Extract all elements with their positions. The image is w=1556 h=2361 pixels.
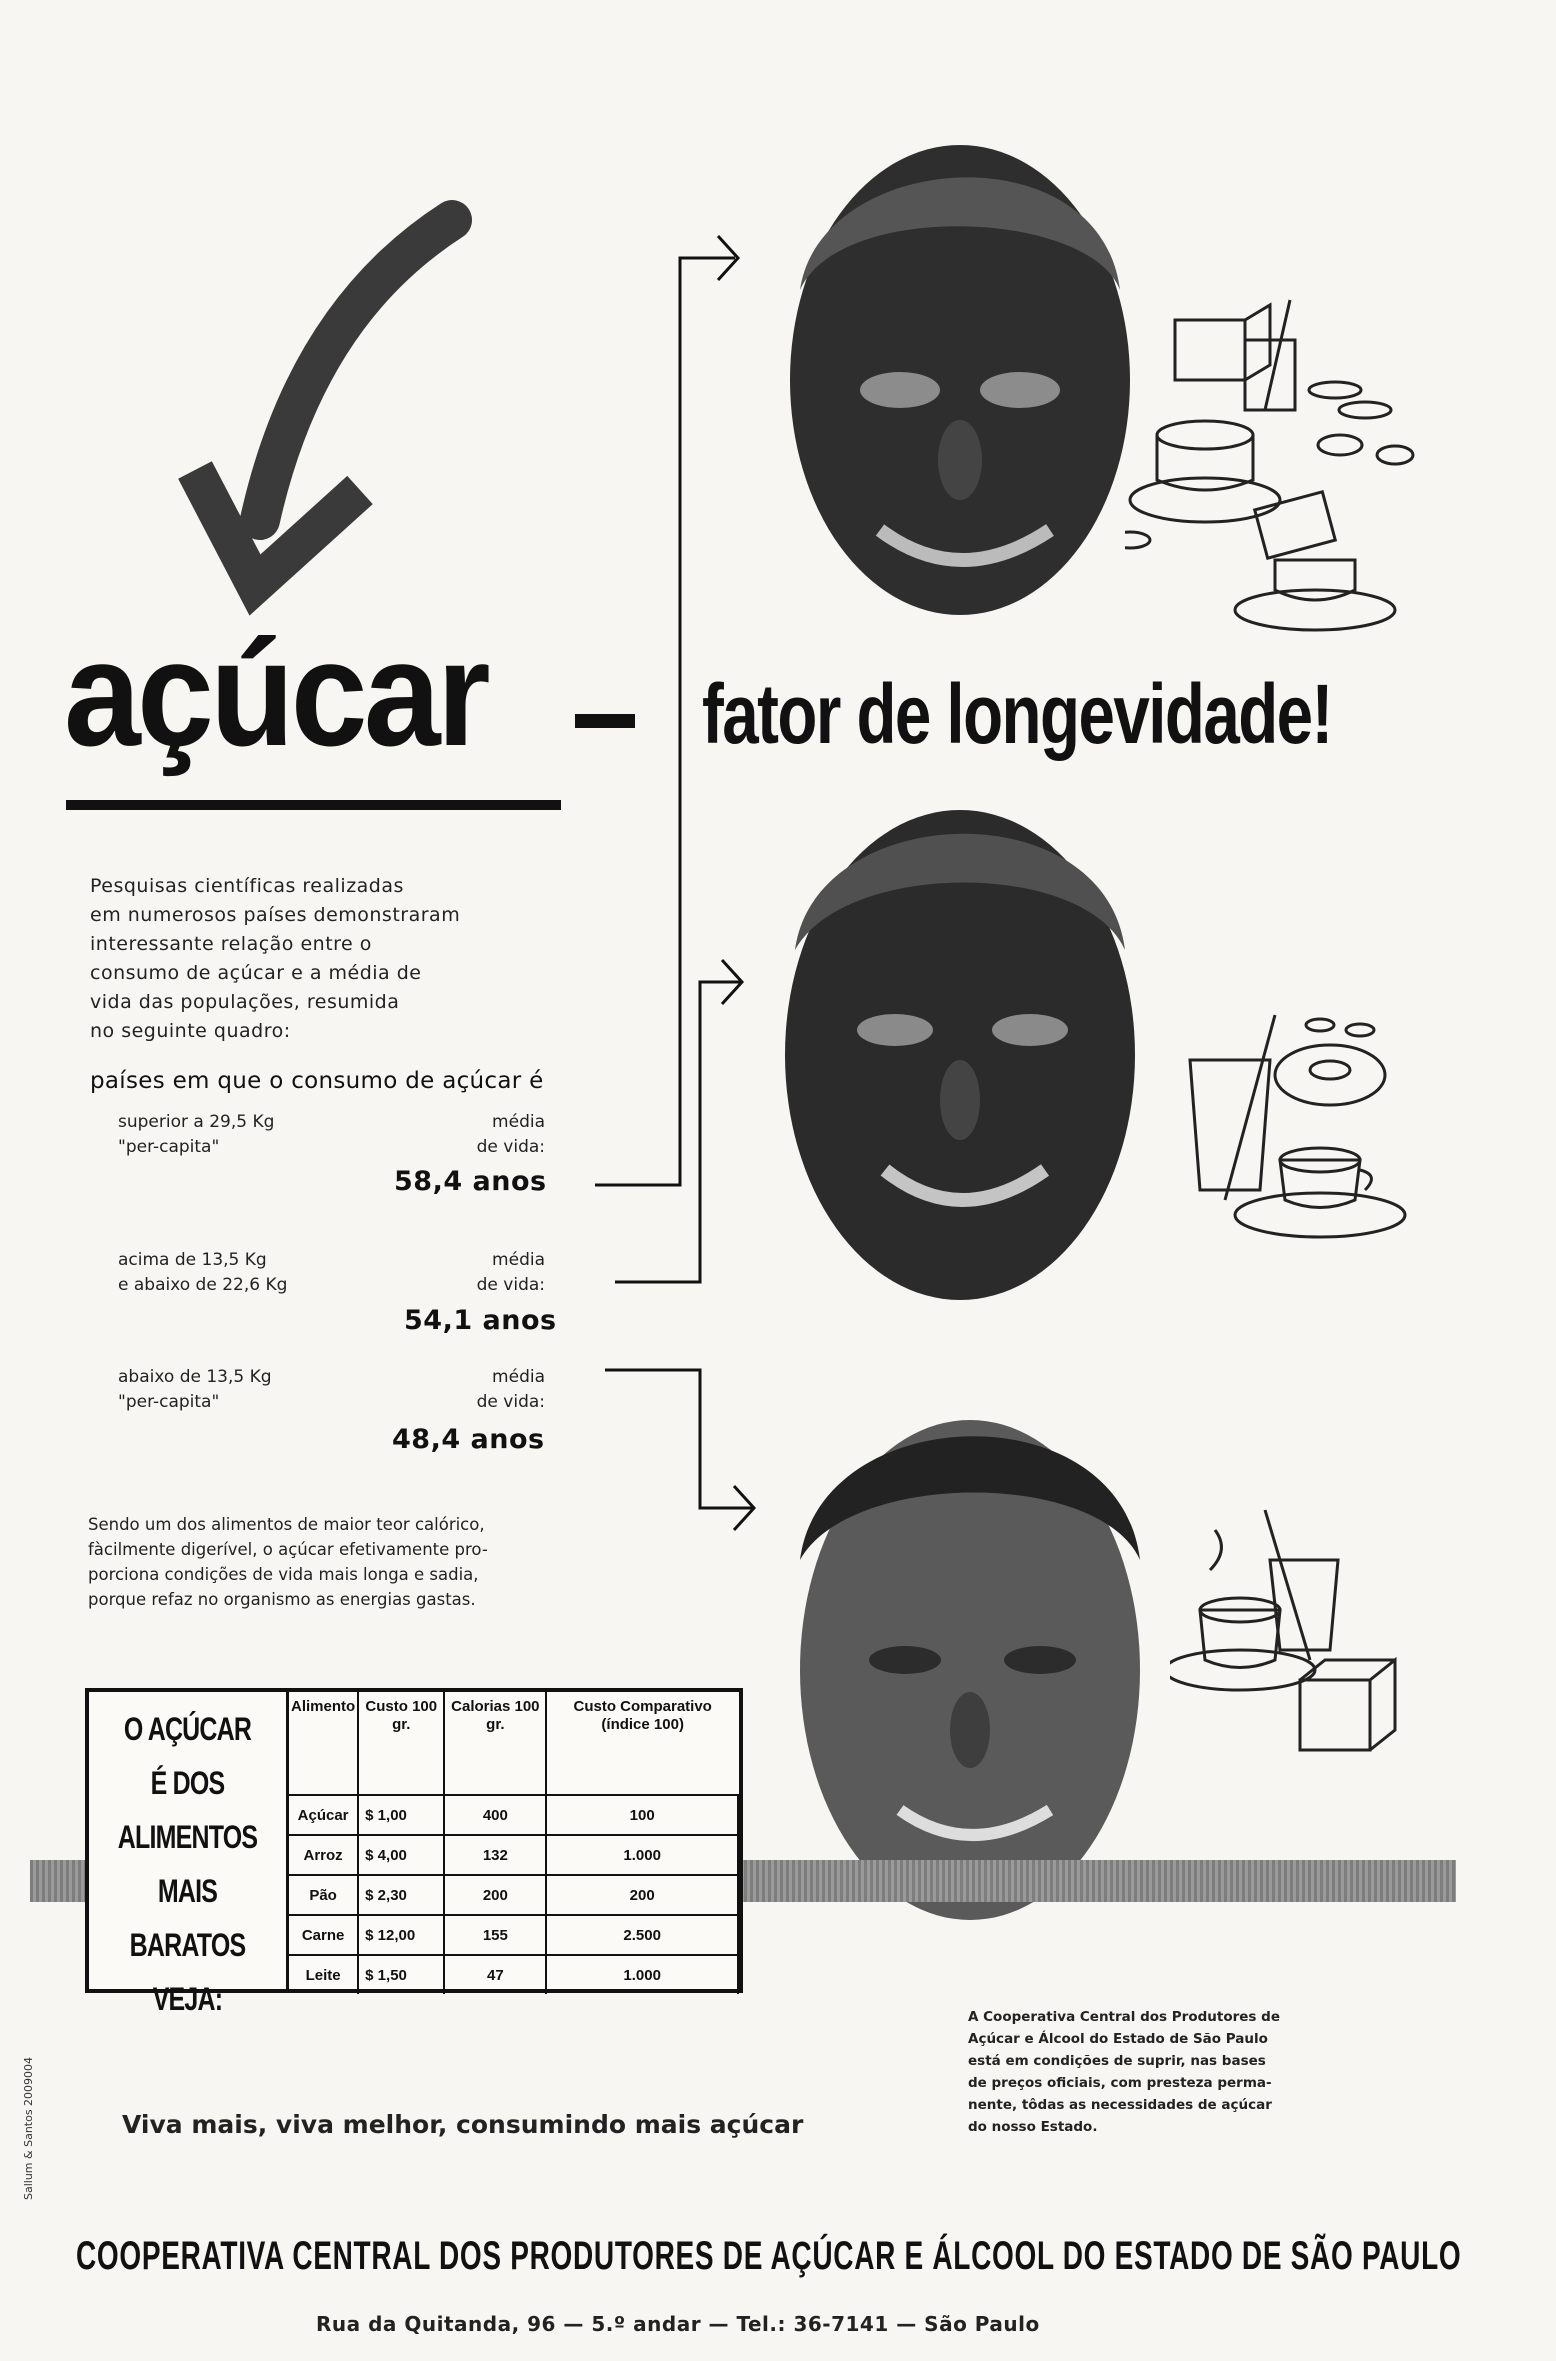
- cooperative-note: [968, 2006, 1388, 2138]
- table-cell: 200: [546, 1875, 738, 1915]
- tier-media-line: de vida:: [476, 1137, 545, 1157]
- man-face-2: [745, 770, 1175, 1330]
- slogan: Viva mais, viva melhor, consumindo mais açúcar: [122, 2110, 804, 2139]
- tier-3-media-label: [420, 1365, 545, 1415]
- headline-acucar: açúcar: [64, 609, 487, 777]
- tier-1-media-label: [420, 1110, 545, 1160]
- table-cell: Leite: [289, 1955, 358, 1994]
- intro-line: consumo de açúcar e a média de: [90, 962, 422, 984]
- intro-line: em numerosos países demonstraram: [90, 904, 461, 926]
- table-cell: Carne: [289, 1915, 358, 1955]
- table-cell: 200: [444, 1875, 546, 1915]
- tier-3-value: 48,4 anos: [392, 1424, 545, 1455]
- box-title: [89, 1692, 289, 2017]
- table-cell: 47: [444, 1955, 546, 1994]
- tier-3-condition: [118, 1365, 272, 1415]
- intro-line: interessante relação entre o: [90, 933, 372, 955]
- tier-2-media-label: [420, 1248, 545, 1298]
- coop-note-line: nente, tôdas as necessidades de açúcar: [968, 2097, 1272, 2113]
- table-cell: 1.000: [546, 1955, 738, 1994]
- body-line: porque refaz no organismo as energias gastas.: [88, 1590, 476, 1609]
- body-line: fàcilmente digerível, o açúcar efetivamente pro-: [88, 1540, 488, 1559]
- coop-note-line: do nosso Estado.: [968, 2119, 1098, 2135]
- tier-condition-line: abaixo de 13,5 Kg: [118, 1367, 272, 1387]
- intro-line: Pesquisas científicas realizadas: [90, 875, 404, 897]
- table-cell: 1.000: [546, 1835, 738, 1875]
- table-row: [289, 1835, 738, 1875]
- coop-note-line: Açúcar e Álcool do Estado de São Paulo: [968, 2031, 1268, 2047]
- intro-paragraph: [90, 872, 610, 1046]
- box-title-line: ALIMENTOS: [117, 1819, 258, 1855]
- table-cell: 400: [444, 1795, 546, 1835]
- box-title-line: É DOS: [150, 1765, 225, 1801]
- coop-note-line: está em condições de suprir, nas bases: [968, 2053, 1266, 2069]
- food-sketch-top: [1125, 290, 1485, 640]
- table-cell: $ 1,50: [358, 1955, 444, 1994]
- column-header: Calorias 100 gr.: [444, 1692, 546, 1795]
- box-title-line: MAIS BARATOS: [129, 1873, 246, 1963]
- tier-media-line: de vida:: [476, 1392, 545, 1412]
- table-cell: $ 1,00: [358, 1795, 444, 1835]
- column-header: Custo 100 gr.: [358, 1692, 444, 1795]
- box-title-line: O AÇÚCAR: [123, 1711, 252, 1747]
- intro-line: no seguinte quadro:: [90, 1020, 291, 1042]
- table-cell: 100: [546, 1795, 738, 1835]
- food-price-table: [289, 1692, 739, 1994]
- body-line: Sendo um dos alimentos de maior teor calórico,: [88, 1515, 485, 1534]
- table-row: [289, 1955, 738, 1994]
- tier-media-line: média: [492, 1112, 545, 1132]
- organization-name: COOPERATIVA CENTRAL DOS PRODUTORES DE AÇÚCAR E ÁLCOOL DO ESTADO DE SÃO PAULO: [76, 2234, 1462, 2278]
- tier-condition-line: superior a 29,5 Kg: [118, 1112, 275, 1132]
- table-cell: 155: [444, 1915, 546, 1955]
- coop-note-line: de preços oficiais, com presteza perma-: [968, 2075, 1272, 2091]
- tier-condition-line: "per-capita": [118, 1137, 220, 1157]
- tagline: fator de longevidade!: [702, 667, 1332, 761]
- price-comparison-box: [85, 1688, 743, 2017]
- coop-note-line: A Cooperativa Central dos Produtores de: [968, 2009, 1280, 2025]
- table-cell: Arroz: [289, 1835, 358, 1875]
- table-row: [289, 1875, 738, 1915]
- table-header-row: [289, 1692, 738, 1795]
- paises-heading: países em que o consumo de açúcar é: [90, 1068, 544, 1094]
- tier-condition-line: acima de 13,5 Kg: [118, 1250, 267, 1270]
- food-sketch-bottom: [1170, 1490, 1430, 1790]
- table-row: [289, 1795, 738, 1835]
- table-row: [289, 1915, 738, 1955]
- table-cell: 132: [444, 1835, 546, 1875]
- address: Rua da Quitanda, 96 — 5.º andar — Tel.: 36-7141 — São Paulo: [316, 2312, 1040, 2336]
- tier-media-line: média: [492, 1367, 545, 1387]
- tier-media-line: de vida:: [476, 1275, 545, 1295]
- table-cell: 2.500: [546, 1915, 738, 1955]
- box-title-line: VEJA:: [152, 1981, 223, 2017]
- table-cell: $ 12,00: [358, 1915, 444, 1955]
- tier-1-condition: [118, 1110, 274, 1160]
- tier-2-value: 54,1 anos: [404, 1305, 557, 1336]
- column-header: Custo Comparativo (índice 100): [546, 1692, 738, 1795]
- food-sketch-middle: [1180, 1010, 1460, 1270]
- tier-1-value: 58,4 anos: [394, 1166, 547, 1197]
- tier-condition-line: "per-capita": [118, 1392, 220, 1412]
- table-cell: $ 4,00: [358, 1835, 444, 1875]
- intro-line: vida das populações, resumida: [90, 991, 400, 1013]
- body-paragraph: [88, 1512, 608, 1612]
- tier-media-line: média: [492, 1250, 545, 1270]
- table-cell: Pão: [289, 1875, 358, 1915]
- tier-2-condition: [118, 1248, 287, 1298]
- tier-condition-line: e abaixo de 22,6 Kg: [118, 1275, 288, 1295]
- body-line: porciona condições de vida mais longa e sadia,: [88, 1565, 479, 1584]
- table-cell: $ 2,30: [358, 1875, 444, 1915]
- archive-credit: Sallum & Santos 2009004: [22, 2056, 35, 2200]
- column-header: Alimento: [291, 1698, 356, 1715]
- man-face-1: [760, 90, 1180, 690]
- table-cell: Açúcar: [289, 1795, 358, 1835]
